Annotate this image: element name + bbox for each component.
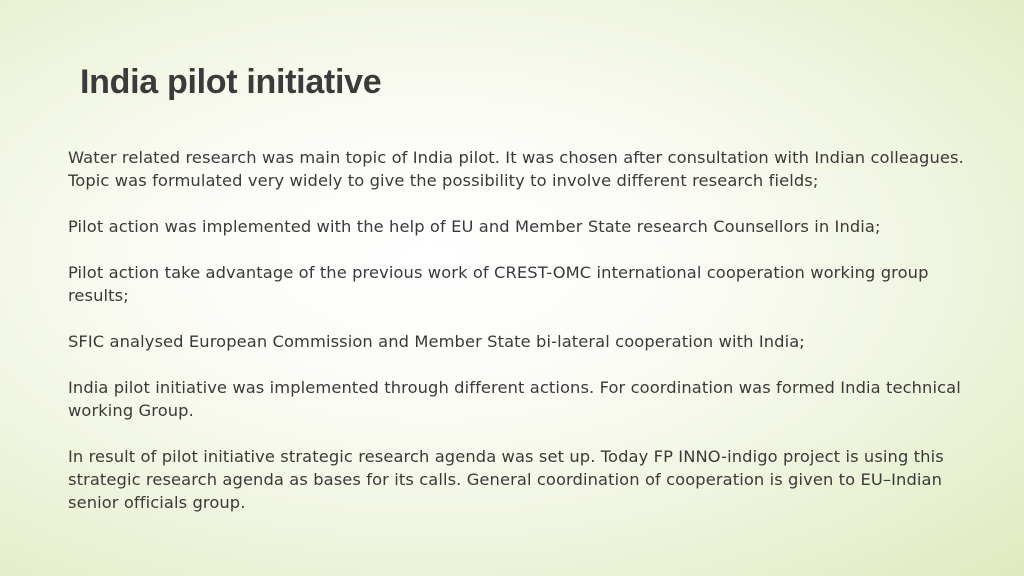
paragraph-water-research: Water related research was main topic of India pilot. It was chosen after consultation with Indian colleagues. Topic was formulated very widely to give the possibility to involve different research fields;	[68, 148, 964, 190]
paragraph-sfic-analysis: SFIC analysed European Commission and Member State bi-lateral cooperation with India;	[68, 332, 805, 351]
paragraph-crest-omc: Pilot action take advantage of the previous work of CREST-OMC international cooperation working group results;	[68, 263, 929, 305]
slide-body	[68, 146, 988, 514]
paragraph-strategic-agenda: In result of pilot initiative strategic research agenda was set up. Today FP INNO-indigo project is using this strategic research agenda as bases for its calls. General coordination of cooperation is given to EU–Indian senior officials group.	[68, 447, 944, 512]
paragraph-pilot-implementation: Pilot action was implemented with the help of EU and Member State research Counsellors in India;	[68, 217, 881, 236]
slide-title: India pilot initiative	[80, 63, 382, 101]
paragraph-technical-working-group: India pilot initiative was implemented through different actions. For coordination was formed India technical working Group.	[68, 378, 961, 420]
